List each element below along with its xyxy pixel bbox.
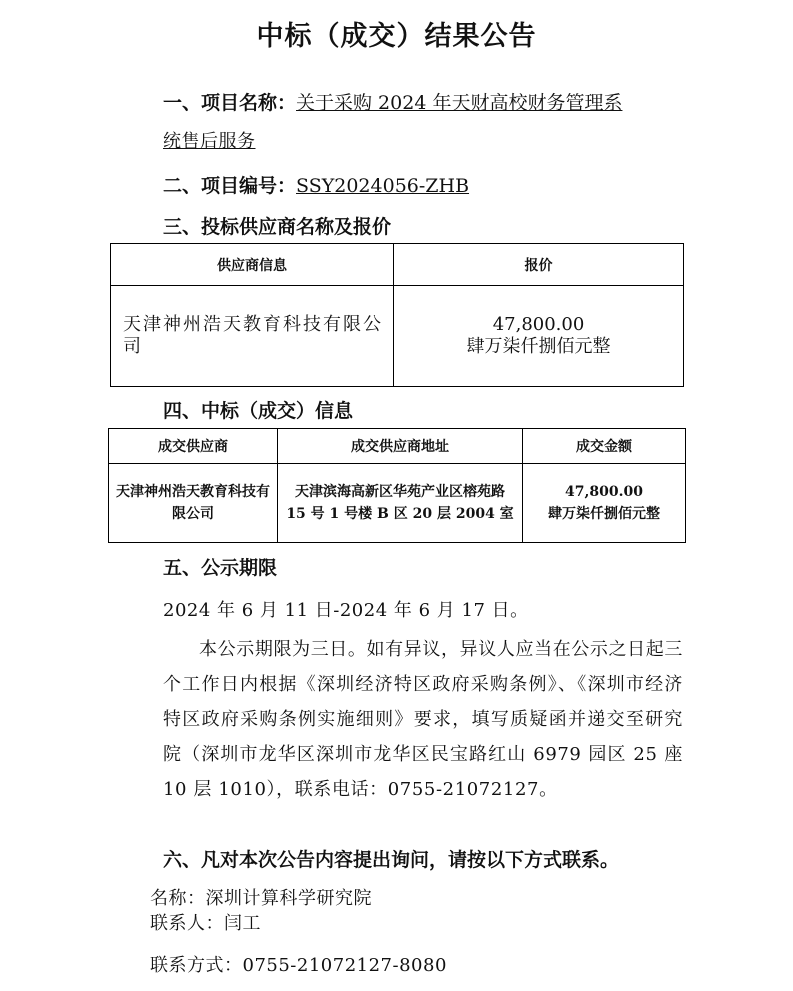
section-bidders-heading: 三、投标供应商名称及报价 xyxy=(163,216,392,238)
table-header: 成交金额 xyxy=(523,429,686,464)
table-header-row xyxy=(111,244,684,286)
table-row xyxy=(109,464,686,543)
period-dates: 2024 年 6 月 11 日-2024 年 6 月 17 日。 xyxy=(163,600,529,621)
award-amount-cn: 肆万柒仟捌佰元整 xyxy=(548,506,660,522)
bidder-price: 47,800.00 xyxy=(492,314,585,335)
page-title: 中标（成交）结果公告 xyxy=(256,21,537,52)
award-address: 天津滨海高新区华苑产业区榕苑路 15 号 1 号楼 B 区 20 层 2004 室 xyxy=(278,464,523,543)
project-name-label: 一、项目名称： xyxy=(163,92,297,114)
contact-name: 名称：深圳计算科学研究院 xyxy=(150,888,372,909)
project-name-value-line2: 统售后服务 xyxy=(163,131,256,152)
bidder-price-cn: 肆万柒仟捌佰元整 xyxy=(466,336,611,357)
award-amount-cell xyxy=(523,464,686,543)
table-header: 报价 xyxy=(394,244,684,286)
project-number-label: 二、项目编号： xyxy=(163,175,297,197)
project-name-value-line1: 关于采购 2024 年天财高校财务管理系 xyxy=(296,92,623,114)
table-header: 成交供应商地址 xyxy=(278,429,523,464)
table-header: 成交供应商 xyxy=(109,429,278,464)
project-name-value-line2-wrap xyxy=(163,127,256,153)
project-number-value: SSY2024056-ZHB xyxy=(296,175,470,197)
section-period-heading: 五、公示期限 xyxy=(163,557,278,579)
section-project-name xyxy=(163,88,622,115)
table-header-row xyxy=(109,429,686,464)
table-row xyxy=(111,286,684,387)
contact-person: 联系人：闫工 xyxy=(150,913,261,934)
contact-phone: 联系方式：0755-21072127-8080 xyxy=(150,955,447,976)
table-header: 供应商信息 xyxy=(111,244,394,286)
bidder-price-cell xyxy=(394,286,684,387)
section-project-number xyxy=(163,171,469,198)
objection-notice: 本公示期限为三日。如有异议，异议人应当在公示之日起三个工作日内根据《深圳经济特区政府采购条例》、《深圳市经济特区政府采购条例实施细则》要求，填写质疑函并递交至研究院（深圳市龙华区深圳市龙华区民宝路红山 6979 园区 25 座 10 层 1010），联系电话：0755-21072127。 xyxy=(163,639,683,800)
award-table xyxy=(108,428,686,543)
section-contact-heading: 六、凡对本次公告内容提出询问，请按以下方式联系。 xyxy=(163,849,620,871)
award-amount: 47,800.00 xyxy=(565,484,643,500)
bidder-supplier: 天津神州浩天教育科技有限公司 xyxy=(111,286,394,387)
bidders-table xyxy=(110,243,684,387)
award-supplier: 天津神州浩天教育科技有限公司 xyxy=(109,464,278,543)
section-award-heading: 四、中标（成交）信息 xyxy=(163,400,354,422)
